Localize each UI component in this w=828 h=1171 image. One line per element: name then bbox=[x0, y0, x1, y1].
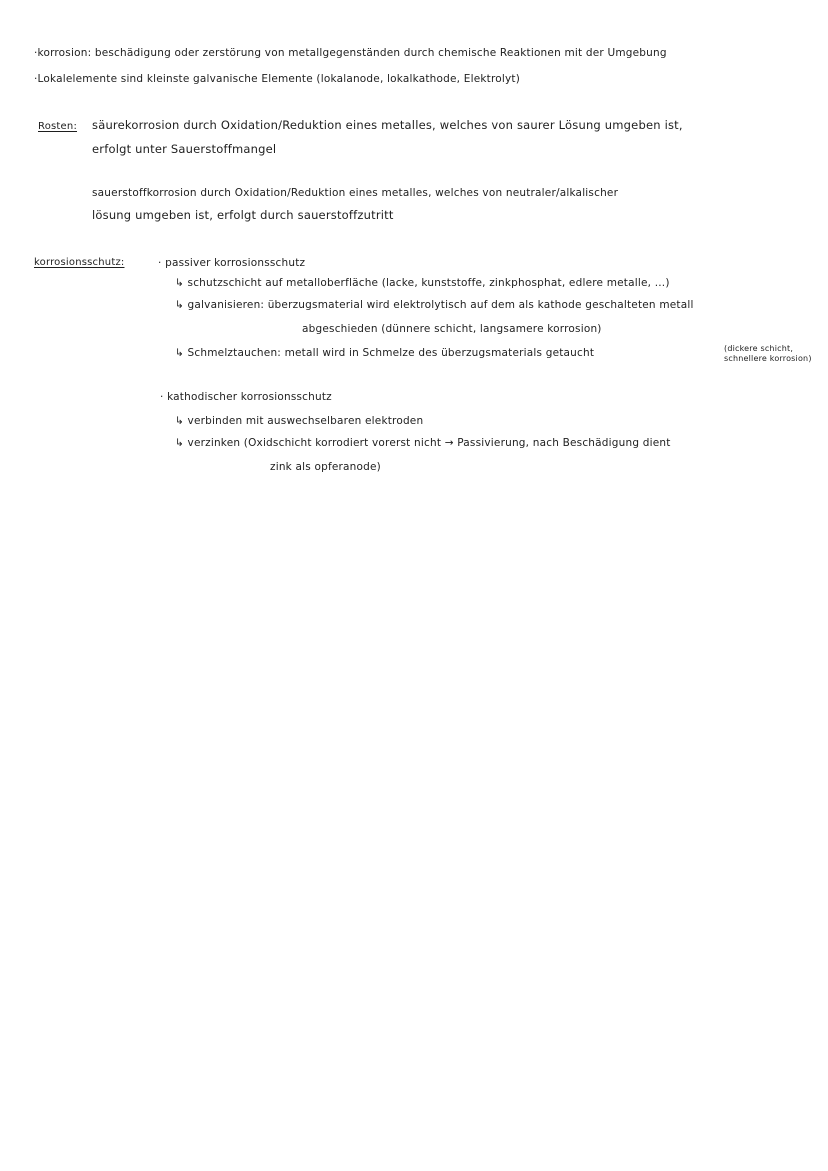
passiver-schutz-item-schutzschicht: ↳ schutzschicht auf metalloberfläche (lacke, kunststoffe, zinkphosphat, edlere metalle, ...) bbox=[175, 277, 670, 289]
definition-lokalelemente: ·Lokalelemente sind kleinste galvanische Elemente (lokalanode, lokalkathode, Elektrolyt) bbox=[34, 73, 521, 85]
kathodischer-schutz-title: · kathodischer korrosionsschutz bbox=[160, 391, 332, 403]
rosten-saeurekorrosion-line1: säurekorrosion durch Oxidation/Reduktion eines metalles, welches von saurer Lösung umgeben ist, bbox=[92, 118, 683, 132]
passiver-schutz-item-schmelztauchen: ↳ Schmelztauchen: metall wird in Schmelze des überzugsmaterials getaucht bbox=[175, 347, 595, 359]
schmelztauchen-note-2: schnellere korrosion) bbox=[724, 354, 812, 363]
passiver-schutz-item-galvanisieren-cont: abgeschieden (dünnere schicht, langsamere korrosion) bbox=[302, 323, 602, 335]
passiver-schutz-item-galvanisieren: ↳ galvanisieren: überzugsmaterial wird elektrolytisch auf dem als kathode geschalteten metall bbox=[175, 299, 694, 311]
kathodischer-schutz-item-elektroden: ↳ verbinden mit auswechselbaren elektroden bbox=[175, 415, 424, 427]
rosten-sauerstoffkorrosion-line1: sauerstoffkorrosion durch Oxidation/Reduktion eines metalles, welches von neutraler/alkalischer bbox=[92, 187, 619, 199]
kathodischer-schutz-item-verzinken: ↳ verzinken (Oxidschicht korrodiert vorerst nicht → Passivierung, nach Beschädigung dient bbox=[175, 437, 671, 449]
rosten-heading: Rosten: bbox=[38, 121, 78, 132]
schmelztauchen-note-1: (dickere schicht, bbox=[724, 344, 794, 353]
passiver-schutz-title: · passiver korrosionsschutz bbox=[158, 257, 306, 269]
definition-korrosion: ·korrosion: beschädigung oder zerstörung von metallgegenständen durch chemische Reaktionen mit der Umgebung bbox=[34, 47, 667, 59]
rosten-sauerstoffkorrosion-line2: lösung umgeben ist, erfolgt durch sauerstoffzutritt bbox=[92, 208, 394, 222]
rosten-saeurekorrosion-line2: erfolgt unter Sauerstoffmangel bbox=[92, 142, 277, 156]
korrosionsschutz-heading: korrosionsschutz: bbox=[34, 257, 125, 268]
kathodischer-schutz-item-verzinken-cont: zink als opferanode) bbox=[270, 461, 381, 473]
